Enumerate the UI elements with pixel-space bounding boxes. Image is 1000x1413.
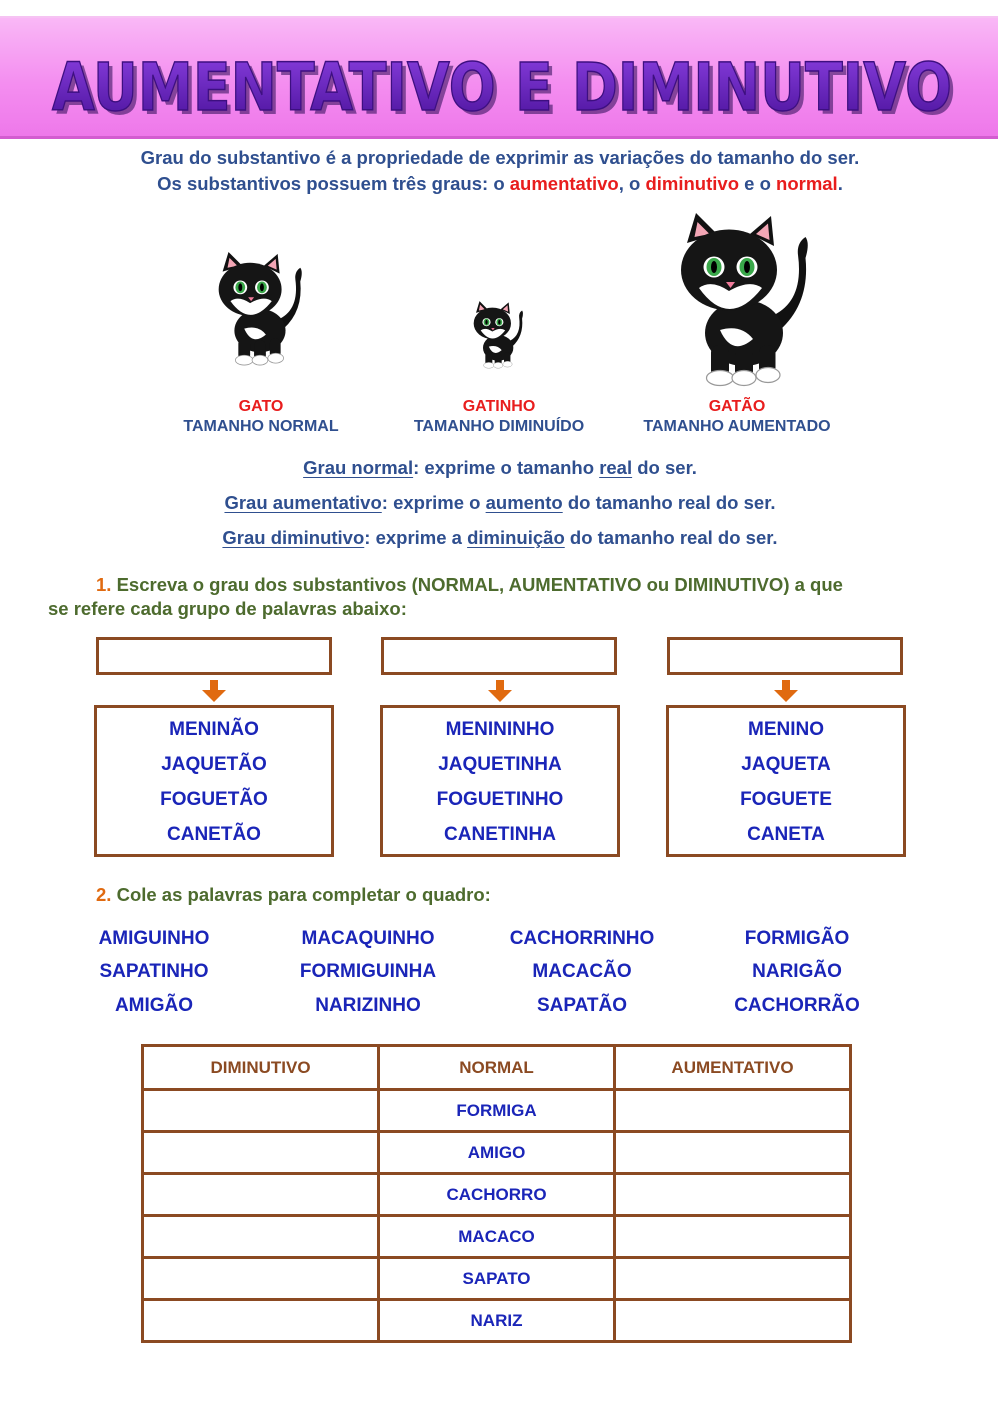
normal-cell: CACHORRO (379, 1174, 615, 1216)
down-arrow-icon (202, 680, 226, 702)
column-header-diminutivo: DIMINUTIVO (143, 1046, 379, 1090)
definition-normal: Grau normal: exprime o tamanho real do ser. (303, 457, 697, 478)
draggable-word[interactable]: FORMIGÃO (744, 928, 850, 949)
cat-small-image (466, 300, 528, 370)
drop-cell[interactable] (143, 1300, 379, 1342)
draggable-word[interactable]: NARIGÃO (752, 961, 842, 982)
cat-name-small: GATINHO (462, 398, 536, 415)
list-item: FOGUETÃO (160, 789, 268, 810)
drop-cell[interactable] (143, 1258, 379, 1300)
cat-desc-normal: TAMANHO NORMAL (183, 418, 339, 435)
question-1-line-1: 1. Escreva o grau dos substantivos (NORMAL, AUMENTATIVO ou DIMINUTIVO) a que (96, 574, 843, 595)
normal-cell: MACACO (379, 1216, 615, 1258)
grade-diminutivo: diminutivo (645, 173, 739, 194)
grade-aumentativo: aumentativo (509, 173, 619, 194)
draggable-word[interactable]: AMIGÃO (114, 995, 194, 1016)
table-row (143, 1258, 851, 1300)
normal-cell: AMIGO (379, 1132, 615, 1174)
word-group-2 (380, 705, 620, 857)
answer-box-1[interactable] (96, 637, 332, 675)
drop-cell[interactable] (615, 1174, 851, 1216)
cat-name-large: GATÃO (708, 398, 766, 415)
list-item: CANETA (747, 824, 825, 845)
svg-text:AUMENTATIVO E DIMINUTIVO: AUMENTATIVO E DIMINUTIVO (56, 53, 956, 130)
list-item: JAQUETINHA (438, 754, 562, 775)
page-title (0, 16, 1000, 134)
column-header-normal: NORMAL (379, 1046, 615, 1090)
cat-normal-image (206, 250, 310, 368)
table-header-row (143, 1046, 851, 1090)
drop-cell[interactable] (143, 1174, 379, 1216)
drop-cell[interactable] (615, 1132, 851, 1174)
draggable-word[interactable]: CACHORRÃO (734, 995, 860, 1016)
list-item: MENINÃO (169, 719, 259, 740)
list-item: CANETINHA (444, 824, 556, 845)
cat-large-image (662, 210, 820, 390)
drop-cell[interactable] (143, 1216, 379, 1258)
list-item: FOGUETE (740, 789, 832, 810)
intro-line-2: Os substantivos possuem três graus: o aumentativo, o diminutivo e o normal. (157, 173, 843, 194)
definition-diminutivo: Grau diminutivo: exprime a diminuição do tamanho real do ser. (222, 527, 778, 548)
draggable-word[interactable]: FORMIGUINHA (299, 961, 437, 982)
answer-box-3[interactable] (667, 637, 903, 675)
normal-cell: NARIZ (379, 1300, 615, 1342)
cat-name-normal: GATO (238, 398, 284, 415)
word-group-3 (666, 705, 906, 857)
table-row (143, 1300, 851, 1342)
down-arrow-icon (488, 680, 512, 702)
question-1-line-2: se refere cada grupo de palavras abaixo: (48, 598, 407, 619)
list-item: MENINO (748, 719, 824, 740)
drop-cell[interactable] (615, 1090, 851, 1132)
table-row (143, 1090, 851, 1132)
down-arrow-icon (774, 680, 798, 702)
draggable-word[interactable]: MACAQUINHO (301, 928, 435, 949)
cat-desc-large: TAMANHO AUMENTADO (643, 418, 831, 435)
draggable-word[interactable]: SAPATINHO (99, 961, 209, 982)
drop-cell[interactable] (143, 1132, 379, 1174)
table-row (143, 1216, 851, 1258)
drop-cell[interactable] (143, 1090, 379, 1132)
draggable-word[interactable]: AMIGUINHO (98, 928, 210, 949)
list-item: JAQUETÃO (161, 754, 267, 775)
definition-aumentativo: Grau aumentativo: exprime o aumento do tamanho real do ser. (224, 492, 776, 513)
table-row (143, 1174, 851, 1216)
list-item: CANETÃO (167, 824, 261, 845)
table-row (143, 1132, 851, 1174)
grade-normal: normal (776, 173, 838, 194)
cat-desc-small: TAMANHO DIMINUÍDO (413, 418, 585, 435)
intro-line-1: Grau do substantivo é a propriedade de exprimir as variações do tamanho do ser. (140, 147, 860, 168)
draggable-word[interactable]: SAPATÃO (536, 995, 628, 1016)
normal-cell: FORMIGA (379, 1090, 615, 1132)
grade-table (141, 1044, 852, 1343)
draggable-word[interactable]: MACACÃO (532, 961, 632, 982)
draggable-word[interactable]: CACHORRINHO (509, 928, 655, 949)
title-text: AUMENTATIVO E DIMINUTIVO (52, 49, 952, 126)
question-2: 2. Cole as palavras para completar o quadro: (96, 884, 491, 905)
normal-cell: SAPATO (379, 1258, 615, 1300)
column-header-aumentativo: AUMENTATIVO (615, 1046, 851, 1090)
list-item: JAQUETA (741, 754, 831, 775)
list-item: FOGUETINHO (436, 789, 564, 810)
drop-cell[interactable] (615, 1300, 851, 1342)
drop-cell[interactable] (615, 1216, 851, 1258)
draggable-word[interactable]: NARIZINHO (315, 995, 421, 1016)
drop-cell[interactable] (615, 1258, 851, 1300)
list-item: MENININHO (445, 719, 555, 740)
word-group-1 (94, 705, 334, 857)
answer-box-2[interactable] (381, 637, 617, 675)
